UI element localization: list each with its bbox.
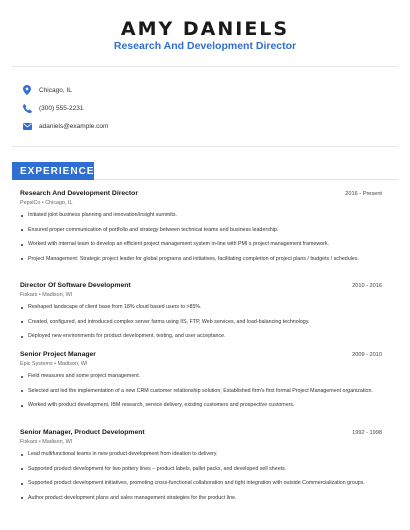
job-entry [20,429,382,509]
job-date: 2010 - 2016 [352,283,382,289]
job-bullet: Author product development plans and sales management strategies for the product line. [20,495,382,503]
job-bullet: Supported product development for two pottery lines – product labels, pallet packs, and developed sell sheets. [20,466,382,474]
email-text: adaniels@example.com [39,122,109,130]
job-bullet: Deployed new environments for product development, testing, and user acceptance. [20,333,382,341]
candidate-name: AMY DANIELS [120,18,290,40]
contact-email [22,119,108,133]
mail-icon [22,121,32,131]
job-bullet: Worked with internal team to develop an efficient project management system in-line with PMI s project management framework. [20,241,382,249]
location-text: Chicago, IL [39,86,72,94]
job-bullet: Supported product development initiatives, promoting cross-functional collaboration and tight integration with outside Commercialization groups. [20,480,382,488]
map-pin-icon [22,85,32,95]
job-company: Fiskars • Madison, WI [20,292,73,298]
job-bullets [20,373,382,410]
phone-text: (300) 555-2231 [39,104,84,112]
section-title-experience: EXPERIENCE [12,162,94,180]
job-bullet: Worked with product development, IBM research, service delivery, existing customers and prospective customers. [20,402,382,410]
job-bullet: Project Management: Strategic project leader for global programs and initiatives, facilitating completion of project plans / budgets / schedules. [20,256,382,264]
job-bullet: Created, configured, and introduced complex server farms using IIS, FTP, Web services, and load-balancing technology. [20,319,382,327]
phone-icon [22,103,32,113]
job-entry [20,190,382,270]
job-title: Senior Manager, Product Development [20,429,145,436]
job-bullet: Selected and led the implementation of a new CRM customer relationship solution; Established firm's first formal Project Management organization. [20,388,382,396]
header-divider [12,66,398,67]
contact-location [22,83,72,97]
job-title: Research And Development Director [20,190,138,197]
job-date: 2016 - Present [345,191,382,197]
job-company: PepsiCo • Chicago, IL [20,200,73,206]
job-bullet: Field measures and some project management. [20,373,382,381]
job-date: 1992 - 1998 [352,430,382,436]
job-date: 2009 - 2010 [352,352,382,358]
job-entry [20,282,382,348]
contact-phone [22,101,83,115]
contact-divider [12,146,398,147]
candidate-role: Research And Development Director [113,40,297,52]
section-underline [94,179,398,180]
job-company: Fiskars • Madison, WI [20,439,73,445]
job-bullets [20,304,382,341]
job-bullet: Initiated joint business planning and innovation/insight summits. [20,212,382,220]
job-entry [20,351,382,417]
job-bullets [20,451,382,502]
job-company: Epic Systems • Madison, WI [20,361,88,367]
job-bullets [20,212,382,263]
job-title: Senior Project Manager [20,351,96,358]
job-bullet: Reshaped landscape of client base from 18% cloud based users to >85%. [20,304,382,312]
job-title: Director Of Software Development [20,282,131,289]
job-bullet: Ensured proper communication of portfolio and strategy between technical teams and business leadership. [20,227,382,235]
job-bullet: Lead multifunctional teams in new product development from ideation to delivery. [20,451,382,459]
